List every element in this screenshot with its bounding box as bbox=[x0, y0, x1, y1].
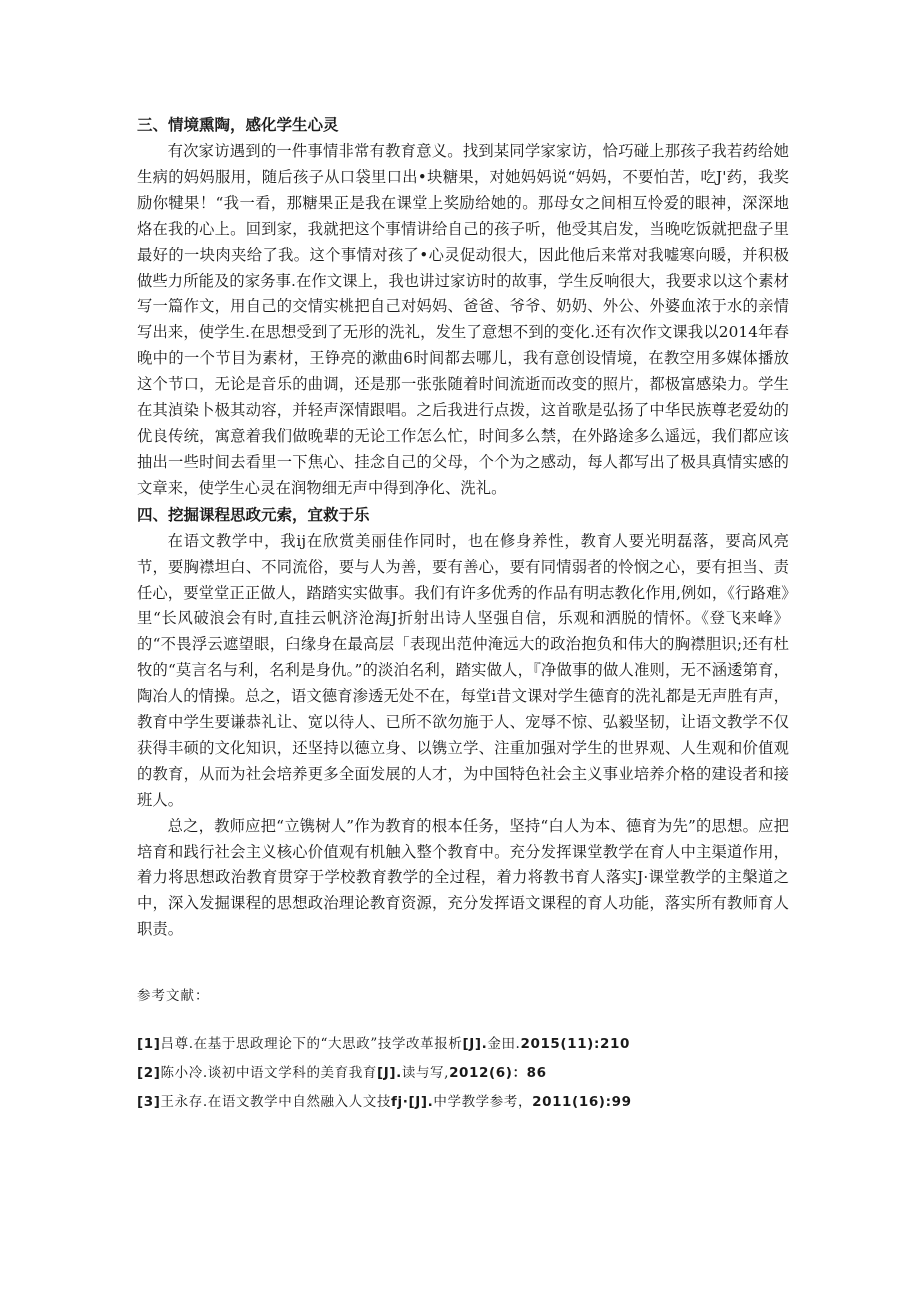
section-4-paragraph-1: 在语文教学中，我ij在欣赏美丽佳作同时，也在修身养性，教育人要光明磊落，要高风亮节，要胸襟坦白、不同流俗，要与人为善，要有善心，要有同情弱者的怜悯之心，要有担当、责任心，要堂堂正正做人，踏踏实实做事。我们有许多优秀的作品有明志教化作用,例如，《行路难》里“长风破浪会有时,直挂云帆济沧海J折射出诗人坚强自信，乐观和洒脱的情怀。《登飞来峰》的“不畏浮云遮望眼，臼缘身在最高层「表现出范仲淹远大的政治抱负和伟大的胸襟胆识;还有杜牧的“莫言名与利，名利是身仇。”的淡泊名利，踏实做人，『净做事的做人准则，无不涵逶第育，陶冶人的情操。总之，语文德育渗透无处不在，每堂i昔文课对学生德育的洗礼都是无声胜有声，教育中学生要谦恭礼让、宽以待人、已所不欲勿施于人、宠辱不惊、弘毅坚韧，让语文教学不仅获得丰硕的文化知识，还坚持以德立身、以镌立学、注重加强对学生的世界观、人生观和价值观的教育，从而为社会培养更多全面发展的人才，为中国特色社会主义事业培养介格的建设者和接班人。 bbox=[137, 531, 789, 809]
reference-text: 陈小冷.谈初中语文学科的美育我育 bbox=[160, 1065, 377, 1081]
reference-source: 中学教学参考， bbox=[433, 1094, 533, 1110]
reference-text: 王永存.在语文教学中自然融入人文技 bbox=[160, 1094, 392, 1110]
reference-source: 读与写, bbox=[401, 1065, 450, 1081]
reference-type-tag: [J]. bbox=[376, 1065, 402, 1081]
reference-source: 金田. bbox=[487, 1036, 521, 1052]
references-list bbox=[137, 1030, 789, 1117]
section-3-paragraph-1: 有次家访遇到的一件事情非常有教育意义。找到某同学家家访，恰巧碰上那孩子我若药给她生病的妈妈服用，随后孩子从口袋里口出•块糖果，对她妈妈说“妈妈，不要怕苦，吃J'药，我奖励你犍果！“我一看，那糖果正是我在课堂上奖励给她的。那母女之间相互怜爱的眼神，深深地烙在我的心上。回到家，我就把这个事情讲给自己的孩子听，他受其启发，当晚吃饭就把盘子里最好的一块肉夹给了我。这个事情对孩了•心灵促动很大，因此他后来常对我嘘寒向暖，并积极做些力所能及的家务事.在作文课上，我也讲过家访时的故事，学生反响很大，我要求以这个素材写一篇作文，用自己的交情实桃把自己对妈妈、爸爸、爷爷、奶奶、外公、外婆血浓于水的亲情写出来，使学生.在思想受到了无形的洗礼，发生了意想不到的变化.还有次作文课我以2014年春晚中的一个节目为素材，王铮亮的漱曲6时间都去哪儿，我有意创设情境，在教空用多媒体播放这个节口，无论是音乐的曲调，还是那一张张随着时间流逝而改变的照片，都极富感染力。学生在其湞染卜极其动容，并轻声深情跟唱。之后我进行点拨，这首歌是弘扬了中华民族尊老爱幼的优良传统，寓意着我们做晚辈的无论工作怎么忙，时间多么禁，在外路途多么遥远，我们都应该抽出一些时间去看里一下焦心、挂念自己的父母，个个为之感动，每人都写出了极具真情实感的文章来，使学生心灵在润物细无声中得到净化、洗礼。 bbox=[137, 142, 789, 497]
reference-type-tag: fj·[J]. bbox=[391, 1094, 434, 1110]
reference-issue: 2015(11):210 bbox=[520, 1036, 630, 1052]
reference-item bbox=[137, 1088, 789, 1117]
reference-number: [1] bbox=[137, 1036, 161, 1052]
section-heading-4: 四、挖掘课程思政元索，宜救于乐 bbox=[137, 505, 370, 524]
reference-number: [2] bbox=[137, 1065, 161, 1081]
reference-issue: 2011(16):99 bbox=[532, 1094, 632, 1110]
reference-item bbox=[137, 1030, 789, 1059]
reference-type-tag: [J]. bbox=[462, 1036, 488, 1052]
references-title: 参考文献： bbox=[137, 988, 210, 1004]
reference-issue: 2012(6)：86 bbox=[449, 1065, 547, 1081]
document-page bbox=[137, 112, 789, 1110]
reference-number: [3] bbox=[137, 1094, 161, 1110]
section-4-paragraph-2: 总之，教师应把“立镌树人”作为教育的根本任务，坚持“白人为本、德育为先”的思想。应把培育和践行社会主义核心价值观有机触入整个教育中。充分发挥课堂教学在育人中主渠道作用，着力将思想政治教育贯穿于学校教育教学的全过程，着力将教书育人落实J·课堂教学的主槃道之中，深入发掘课程的思想政治理论教育资源，充分发挥语文课程的育人功能，落实所有教师育人职责。 bbox=[137, 816, 789, 939]
reference-item bbox=[137, 1059, 789, 1088]
reference-text: 吕尊.在基于思政理论下的“大思政”技学改革报析 bbox=[160, 1036, 463, 1052]
section-heading-3: 三、情境熏陶，感化学生心灵 bbox=[137, 116, 339, 134]
